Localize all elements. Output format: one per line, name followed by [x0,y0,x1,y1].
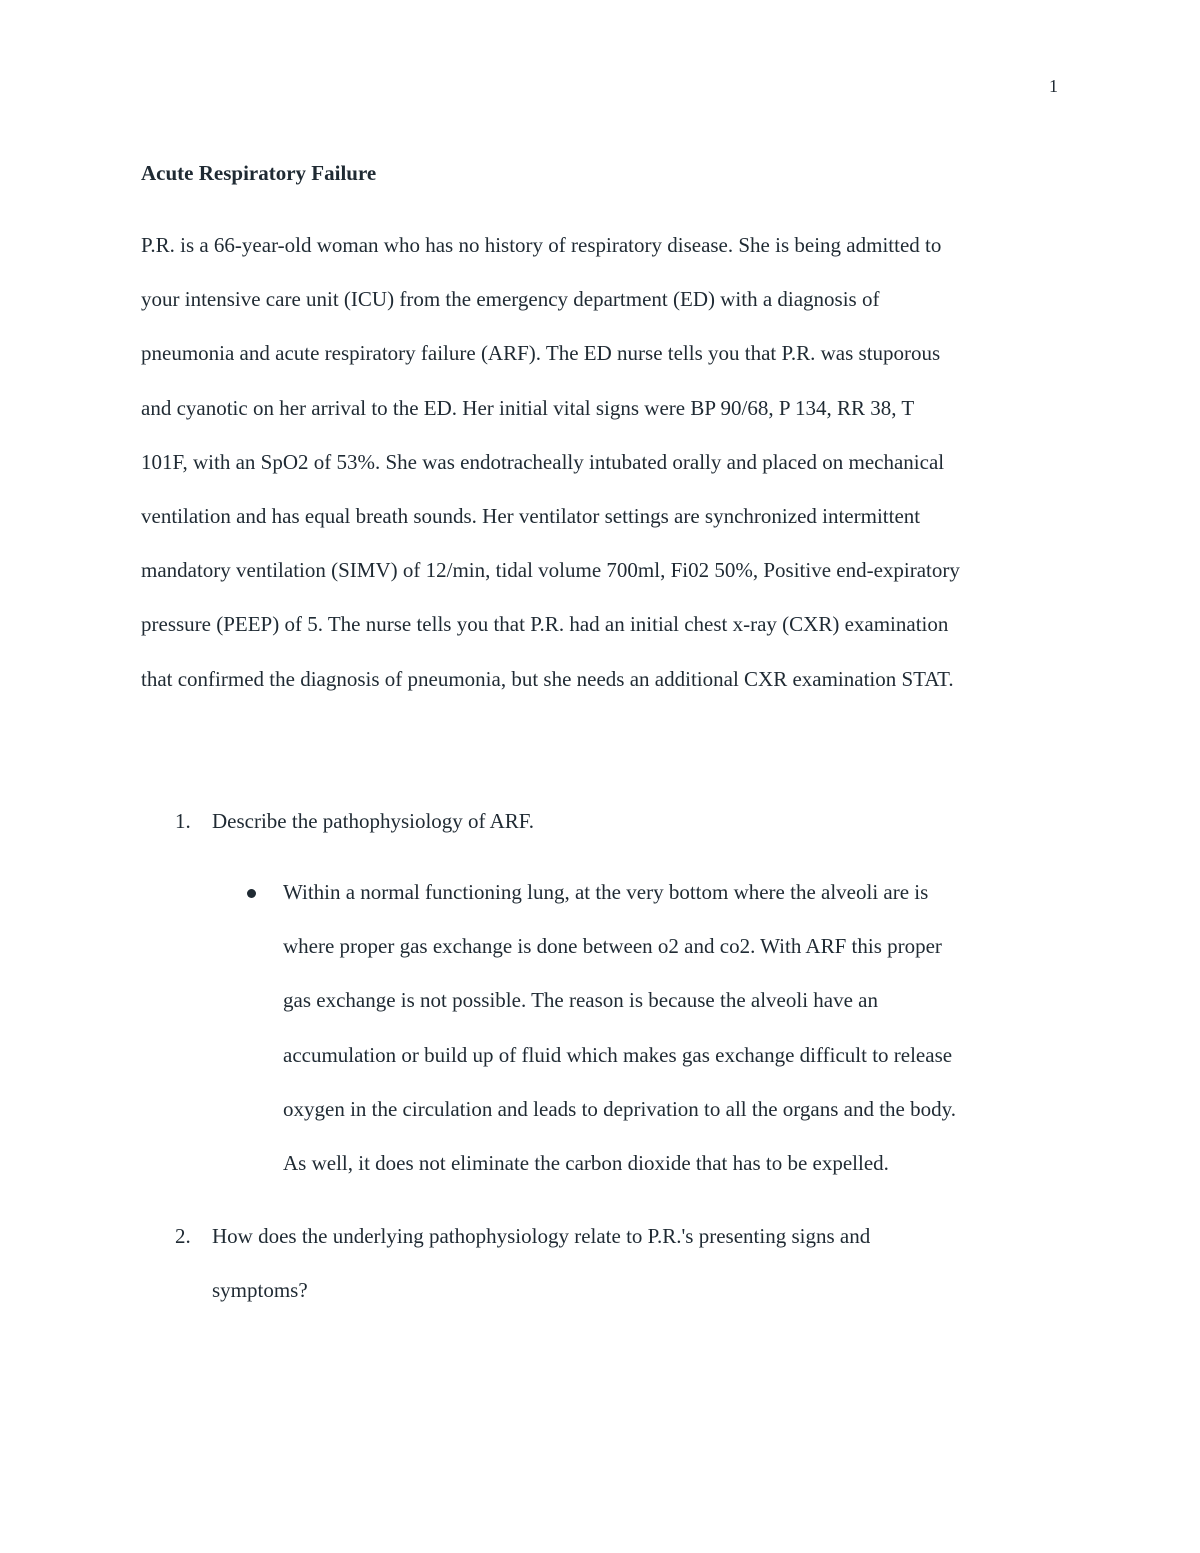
paragraph-line: your intensive care unit (ICU) from the emergency department (ED) with a diagnosis of [141,287,880,312]
answer-text [283,865,956,1190]
question-line: How does the underlying pathophysiology relate to P.R.'s presenting signs and [212,1224,871,1248]
paragraph-line: pneumonia and acute respiratory failure (ARF). The ED nurse tells you that P.R. was stuporous [141,341,941,366]
paragraph-line: that confirmed the diagnosis of pneumonia, but she needs an additional CXR examination STAT. [141,666,954,691]
question-text [212,794,534,848]
answer-line: where proper gas exchange is done between o2 and co2. With ARF this proper [283,934,942,959]
paragraph-line: 101F, with an SpO2 of 53%. She was endotracheally intubated orally and placed on mechanical [141,449,945,474]
question-line: Describe the pathophysiology of ARF. [212,809,535,833]
paragraph-line: ventilation and has equal breath sounds. Her ventilator settings are synchronized intermittent [141,503,921,528]
question-text [212,1209,870,1317]
document-title: Acute Respiratory Failure [141,161,377,185]
paragraph-line: and cyanotic on her arrival to the ED. Her initial vital signs were BP 90/68, P 134, RR 38, T [141,395,915,420]
answer-line: Within a normal functioning lung, at the very bottom where the alveoli are is [283,880,929,904]
paragraph-line: mandatory ventilation (SIMV) of 12/min, tidal volume 700ml, Fi02 50%, Positive end-expiratory [141,558,960,583]
question-number: 2. [175,1224,191,1248]
question-number: 1. [175,809,191,833]
case-description-paragraph [141,218,1061,706]
bullet-icon [247,889,256,898]
answer-line: As well, it does not eliminate the carbon dioxide that has to be expelled. [283,1150,889,1175]
paragraph-line: P.R. is a 66-year-old woman who has no history of respiratory disease. She is being admitted to [141,233,942,257]
answer-line: accumulation or build up of fluid which makes gas exchange difficult to release [283,1042,953,1067]
answer-line: gas exchange is not possible. The reason is because the alveoli have an [283,988,879,1013]
answer-line: oxygen in the circulation and leads to deprivation to all the organs and the body. [283,1096,956,1121]
paragraph-line: pressure (PEEP) of 5. The nurse tells you that P.R. had an initial chest x-ray (CXR) examination [141,612,949,637]
question-line: symptoms? [212,1278,308,1303]
page-number: 1 [1049,76,1058,96]
